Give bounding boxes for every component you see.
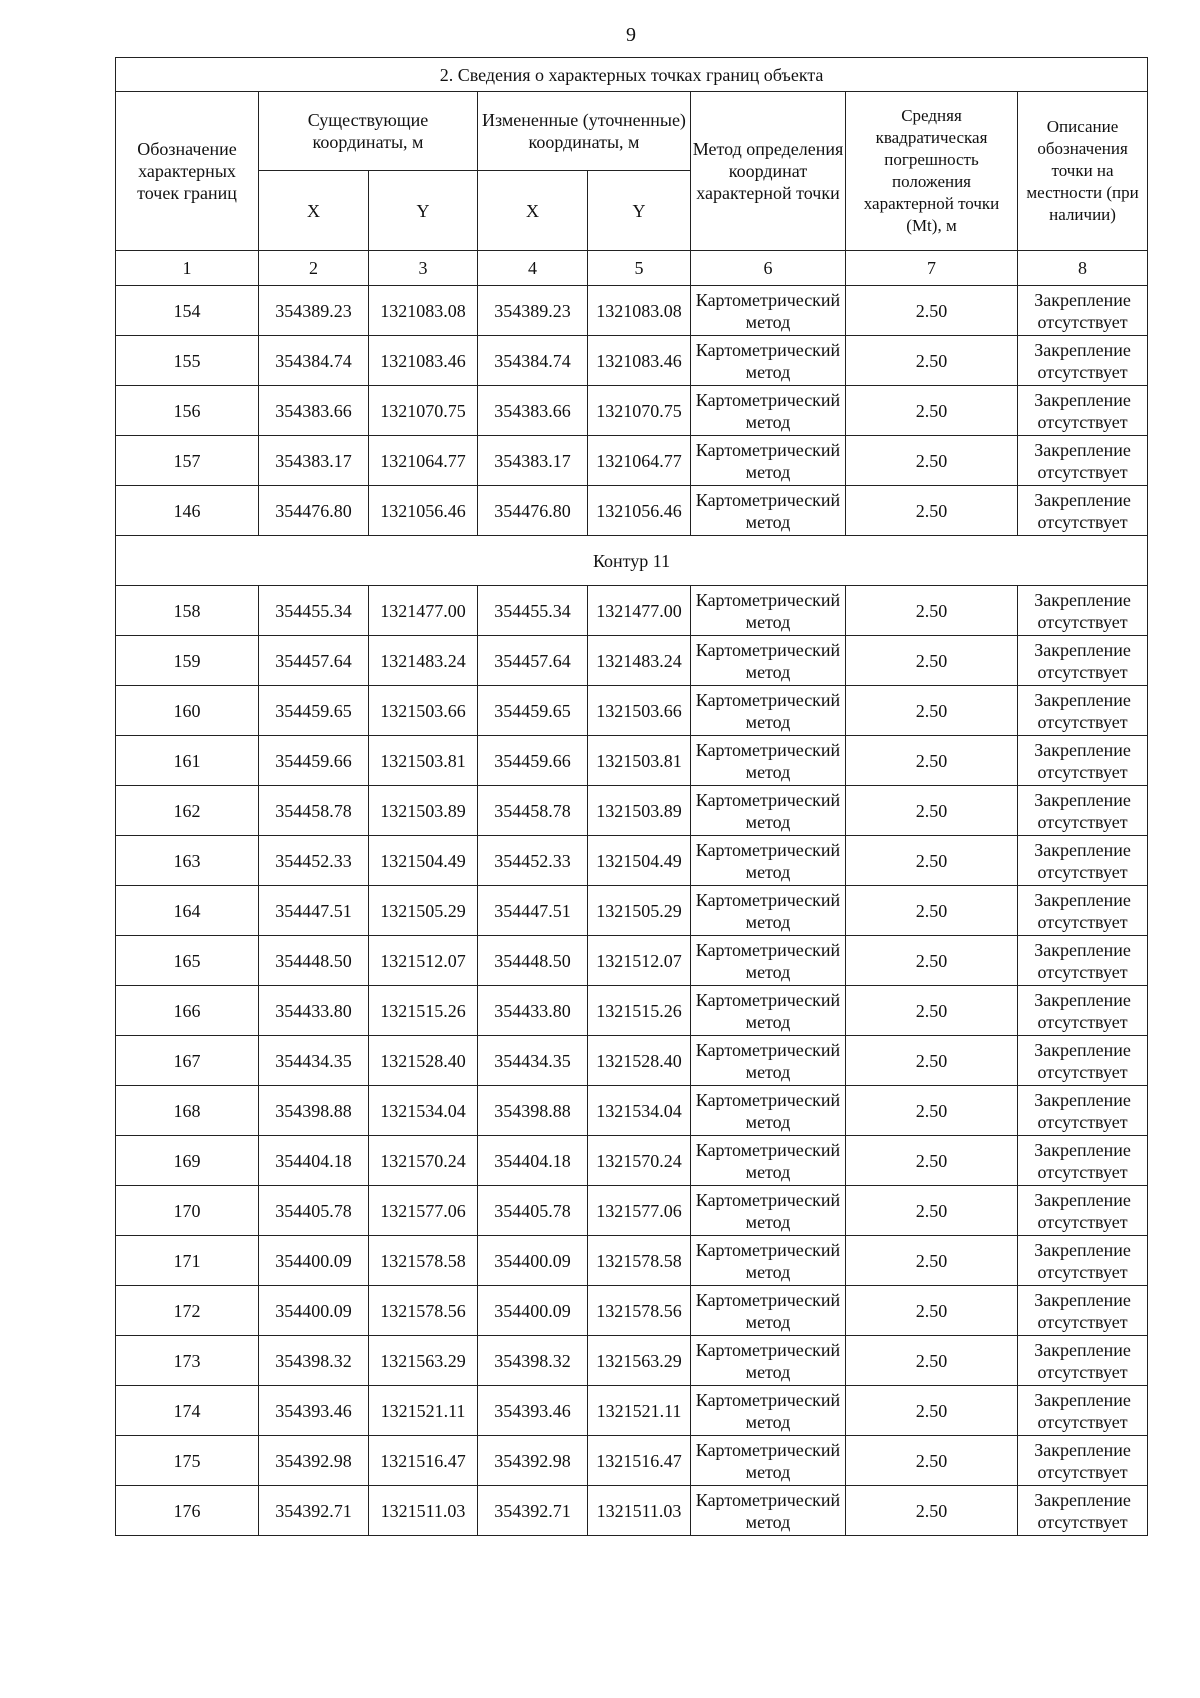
table-row: [116, 386, 1148, 436]
existing-y-cell: 1321528.40: [369, 1036, 478, 1086]
changed-y-cell: 1321505.29: [588, 886, 691, 936]
changed-y-cell: 1321512.07: [588, 936, 691, 986]
existing-x-cell: 354398.32: [259, 1336, 369, 1386]
table-row: [116, 286, 1148, 336]
method-cell: Картометрический метод: [691, 336, 846, 386]
existing-y-cell: 1321503.66: [369, 686, 478, 736]
contour-label: Контур 11: [116, 536, 1148, 586]
method-cell: Картометрический метод: [691, 1386, 846, 1436]
existing-y-cell: 1321563.29: [369, 1336, 478, 1386]
method-cell: Картометрический метод: [691, 436, 846, 486]
changed-y-cell: 1321064.77: [588, 436, 691, 486]
column-number: 6: [691, 251, 846, 286]
table-row: [116, 636, 1148, 686]
existing-y-cell: 1321521.11: [369, 1386, 478, 1436]
changed-y-cell: 1321578.58: [588, 1236, 691, 1286]
table-row: [116, 1286, 1148, 1336]
point-id-cell: 162: [116, 786, 259, 836]
table-row: [116, 836, 1148, 886]
mean-error-cell: 2.50: [846, 286, 1018, 336]
method-cell: Картометрический метод: [691, 486, 846, 536]
column-number: 5: [588, 251, 691, 286]
changed-y-cell: 1321516.47: [588, 1436, 691, 1486]
existing-y-cell: 1321512.07: [369, 936, 478, 986]
mean-error-cell: 2.50: [846, 386, 1018, 436]
existing-x-cell: 354457.64: [259, 636, 369, 686]
existing-y-cell: 1321503.89: [369, 786, 478, 836]
point-id-cell: 156: [116, 386, 259, 436]
point-id-cell: 173: [116, 1336, 259, 1386]
existing-x-cell: 354433.80: [259, 986, 369, 1036]
changed-y-cell: 1321570.24: [588, 1136, 691, 1186]
changed-y-cell: 1321534.04: [588, 1086, 691, 1136]
changed-x-cell: 354476.80: [478, 486, 588, 536]
mean-error-cell: 2.50: [846, 686, 1018, 736]
existing-y-cell: 1321577.06: [369, 1186, 478, 1236]
changed-y-cell: 1321503.66: [588, 686, 691, 736]
header-changed-coordinates: Измененные (уточненные) координаты, м: [478, 92, 691, 171]
point-id-cell: 157: [116, 436, 259, 486]
changed-x-cell: 354452.33: [478, 836, 588, 886]
table-row: [116, 1436, 1148, 1486]
mean-error-cell: 2.50: [846, 836, 1018, 886]
point-id-cell: 170: [116, 1186, 259, 1236]
changed-y-cell: 1321578.56: [588, 1286, 691, 1336]
changed-x-cell: 354384.74: [478, 336, 588, 386]
existing-x-cell: 354392.98: [259, 1436, 369, 1486]
changed-y-cell: 1321577.06: [588, 1186, 691, 1236]
existing-x-cell: 354383.66: [259, 386, 369, 436]
mean-error-cell: 2.50: [846, 636, 1018, 686]
mean-error-cell: 2.50: [846, 1036, 1018, 1086]
point-description-cell: Закрепление отсутствует: [1018, 1386, 1148, 1436]
table-row: [116, 786, 1148, 836]
changed-x-cell: 354400.09: [478, 1236, 588, 1286]
point-description-cell: Закрепление отсутствует: [1018, 336, 1148, 386]
changed-y-cell: 1321070.75: [588, 386, 691, 436]
point-id-cell: 146: [116, 486, 259, 536]
mean-error-cell: 2.50: [846, 1336, 1018, 1386]
point-description-cell: Закрепление отсутствует: [1018, 886, 1148, 936]
method-cell: Картометрический метод: [691, 636, 846, 686]
existing-y-cell: 1321483.24: [369, 636, 478, 686]
point-id-cell: 168: [116, 1086, 259, 1136]
table-title-row: [116, 58, 1148, 92]
header-description: Описание обозначения точки на местности (при наличии): [1018, 92, 1148, 251]
point-id-cell: 161: [116, 736, 259, 786]
mean-error-cell: 2.50: [846, 786, 1018, 836]
method-cell: Картометрический метод: [691, 386, 846, 436]
page-number: 9: [626, 24, 636, 46]
point-description-cell: Закрепление отсутствует: [1018, 786, 1148, 836]
point-id-cell: 166: [116, 986, 259, 1036]
table-row: [116, 586, 1148, 636]
changed-y-cell: 1321515.26: [588, 986, 691, 1036]
method-cell: Картометрический метод: [691, 886, 846, 936]
point-id-cell: 164: [116, 886, 259, 936]
changed-y-cell: 1321563.29: [588, 1336, 691, 1386]
changed-x-cell: 354383.66: [478, 386, 588, 436]
point-description-cell: Закрепление отсутствует: [1018, 1236, 1148, 1286]
existing-y-cell: 1321477.00: [369, 586, 478, 636]
existing-y-cell: 1321083.46: [369, 336, 478, 386]
changed-x-cell: 354447.51: [478, 886, 588, 936]
changed-y-cell: 1321503.89: [588, 786, 691, 836]
header-designation: Обозначение характерных точек границ: [116, 92, 259, 251]
column-number: 1: [116, 251, 259, 286]
table-row: [116, 686, 1148, 736]
table-row: [116, 486, 1148, 536]
point-description-cell: Закрепление отсутствует: [1018, 586, 1148, 636]
existing-x-cell: 354459.65: [259, 686, 369, 736]
point-id-cell: 171: [116, 1236, 259, 1286]
header-existing-x: X: [259, 171, 369, 251]
mean-error-cell: 2.50: [846, 436, 1018, 486]
point-description-cell: Закрепление отсутствует: [1018, 386, 1148, 436]
point-id-cell: 167: [116, 1036, 259, 1086]
existing-x-cell: 354384.74: [259, 336, 369, 386]
changed-x-cell: 354459.65: [478, 686, 588, 736]
mean-error-cell: 2.50: [846, 1486, 1018, 1536]
header-method: Метод определения координат характерной точки: [691, 92, 846, 251]
existing-x-cell: 354392.71: [259, 1486, 369, 1536]
changed-y-cell: 1321083.08: [588, 286, 691, 336]
table-row: [116, 1036, 1148, 1086]
changed-y-cell: 1321504.49: [588, 836, 691, 886]
changed-x-cell: 354434.35: [478, 1036, 588, 1086]
table-title: 2. Сведения о характерных точках границ объекта: [116, 58, 1148, 92]
contour-row: [116, 536, 1148, 586]
mean-error-cell: 2.50: [846, 736, 1018, 786]
method-cell: Картометрический метод: [691, 1286, 846, 1336]
existing-y-cell: 1321578.56: [369, 1286, 478, 1336]
point-id-cell: 155: [116, 336, 259, 386]
column-number-row: [116, 251, 1148, 286]
changed-x-cell: 354433.80: [478, 986, 588, 1036]
point-description-cell: Закрепление отсутствует: [1018, 1186, 1148, 1236]
method-cell: Картометрический метод: [691, 1486, 846, 1536]
method-cell: Картометрический метод: [691, 1186, 846, 1236]
table-row: [116, 936, 1148, 986]
point-id-cell: 158: [116, 586, 259, 636]
changed-x-cell: 354455.34: [478, 586, 588, 636]
point-description-cell: Закрепление отсутствует: [1018, 486, 1148, 536]
table-row: [116, 1336, 1148, 1386]
point-description-cell: Закрепление отсутствует: [1018, 286, 1148, 336]
changed-y-cell: 1321477.00: [588, 586, 691, 636]
existing-x-cell: 354434.35: [259, 1036, 369, 1086]
existing-x-cell: 354404.18: [259, 1136, 369, 1186]
table-row: [116, 1186, 1148, 1236]
point-description-cell: Закрепление отсутствует: [1018, 436, 1148, 486]
changed-x-cell: 354392.98: [478, 1436, 588, 1486]
existing-x-cell: 354383.17: [259, 436, 369, 486]
table-row: [116, 886, 1148, 936]
point-id-cell: 172: [116, 1286, 259, 1336]
changed-x-cell: 354389.23: [478, 286, 588, 336]
column-number: 4: [478, 251, 588, 286]
existing-y-cell: 1321503.81: [369, 736, 478, 786]
existing-y-cell: 1321505.29: [369, 886, 478, 936]
column-number: 8: [1018, 251, 1148, 286]
existing-y-cell: 1321070.75: [369, 386, 478, 436]
table-row: [116, 436, 1148, 486]
point-id-cell: 160: [116, 686, 259, 736]
point-description-cell: Закрепление отсутствует: [1018, 936, 1148, 986]
existing-y-cell: 1321516.47: [369, 1436, 478, 1486]
changed-x-cell: 354398.32: [478, 1336, 588, 1386]
point-description-cell: Закрепление отсутствует: [1018, 736, 1148, 786]
mean-error-cell: 2.50: [846, 1286, 1018, 1336]
existing-x-cell: 354389.23: [259, 286, 369, 336]
mean-error-cell: 2.50: [846, 586, 1018, 636]
column-number: 3: [369, 251, 478, 286]
existing-y-cell: 1321534.04: [369, 1086, 478, 1136]
column-number: 7: [846, 251, 1018, 286]
point-description-cell: Закрепление отсутствует: [1018, 1436, 1148, 1486]
method-cell: Картометрический метод: [691, 1036, 846, 1086]
changed-x-cell: 354398.88: [478, 1086, 588, 1136]
point-id-cell: 175: [116, 1436, 259, 1486]
method-cell: Картометрический метод: [691, 786, 846, 836]
mean-error-cell: 2.50: [846, 1236, 1018, 1286]
existing-x-cell: 354400.09: [259, 1286, 369, 1336]
point-description-cell: Закрепление отсутствует: [1018, 636, 1148, 686]
mean-error-cell: 2.50: [846, 1086, 1018, 1136]
existing-x-cell: 354476.80: [259, 486, 369, 536]
mean-error-cell: 2.50: [846, 1186, 1018, 1236]
changed-x-cell: 354458.78: [478, 786, 588, 836]
point-id-cell: 159: [116, 636, 259, 686]
method-cell: Картометрический метод: [691, 1436, 846, 1486]
changed-x-cell: 354448.50: [478, 936, 588, 986]
header-error: Средняя квадратическая погрешность положения характерной точки (Mt), м: [846, 92, 1018, 251]
changed-x-cell: 354405.78: [478, 1186, 588, 1236]
point-id-cell: 163: [116, 836, 259, 886]
existing-y-cell: 1321064.77: [369, 436, 478, 486]
point-id-cell: 165: [116, 936, 259, 986]
point-description-cell: Закрепление отсутствует: [1018, 1286, 1148, 1336]
header-row: [116, 92, 1148, 171]
mean-error-cell: 2.50: [846, 486, 1018, 536]
existing-x-cell: 354398.88: [259, 1086, 369, 1136]
point-description-cell: Закрепление отсутствует: [1018, 686, 1148, 736]
existing-x-cell: 354458.78: [259, 786, 369, 836]
point-description-cell: Закрепление отсутствует: [1018, 1136, 1148, 1186]
changed-x-cell: 354404.18: [478, 1136, 588, 1186]
mean-error-cell: 2.50: [846, 986, 1018, 1036]
point-description-cell: Закрепление отсутствует: [1018, 836, 1148, 886]
point-description-cell: Закрепление отсутствует: [1018, 986, 1148, 1036]
table-row: [116, 1486, 1148, 1536]
method-cell: Картометрический метод: [691, 286, 846, 336]
mean-error-cell: 2.50: [846, 1136, 1018, 1186]
header-existing-y: Y: [369, 171, 478, 251]
changed-y-cell: 1321503.81: [588, 736, 691, 786]
method-cell: Картометрический метод: [691, 986, 846, 1036]
point-id-cell: 154: [116, 286, 259, 336]
changed-y-cell: 1321511.03: [588, 1486, 691, 1536]
table-row: [116, 1136, 1148, 1186]
changed-x-cell: 354459.66: [478, 736, 588, 786]
point-description-cell: Закрепление отсутствует: [1018, 1036, 1148, 1086]
changed-x-cell: 354457.64: [478, 636, 588, 686]
existing-x-cell: 354459.66: [259, 736, 369, 786]
changed-y-cell: 1321483.24: [588, 636, 691, 686]
changed-x-cell: 354393.46: [478, 1386, 588, 1436]
table-row: [116, 986, 1148, 1036]
method-cell: Картометрический метод: [691, 686, 846, 736]
changed-y-cell: 1321056.46: [588, 486, 691, 536]
method-cell: Картометрический метод: [691, 586, 846, 636]
method-cell: Картометрический метод: [691, 1136, 846, 1186]
mean-error-cell: 2.50: [846, 936, 1018, 986]
table-row: [116, 1386, 1148, 1436]
point-description-cell: Закрепление отсутствует: [1018, 1486, 1148, 1536]
existing-y-cell: 1321578.58: [369, 1236, 478, 1286]
changed-y-cell: 1321083.46: [588, 336, 691, 386]
point-id-cell: 176: [116, 1486, 259, 1536]
header-existing-coordinates: Существующие координаты, м: [259, 92, 478, 171]
method-cell: Картометрический метод: [691, 1236, 846, 1286]
method-cell: Картометрический метод: [691, 1086, 846, 1136]
existing-x-cell: 354393.46: [259, 1386, 369, 1436]
table-row: [116, 1236, 1148, 1286]
point-description-cell: Закрепление отсутствует: [1018, 1086, 1148, 1136]
existing-x-cell: 354448.50: [259, 936, 369, 986]
changed-x-cell: 354392.71: [478, 1486, 588, 1536]
mean-error-cell: 2.50: [846, 886, 1018, 936]
method-cell: Картометрический метод: [691, 936, 846, 986]
table-row: [116, 736, 1148, 786]
table-row: [116, 336, 1148, 386]
existing-y-cell: 1321570.24: [369, 1136, 478, 1186]
existing-x-cell: 354452.33: [259, 836, 369, 886]
point-id-cell: 169: [116, 1136, 259, 1186]
column-number: 2: [259, 251, 369, 286]
changed-x-cell: 354383.17: [478, 436, 588, 486]
existing-y-cell: 1321083.08: [369, 286, 478, 336]
existing-x-cell: 354447.51: [259, 886, 369, 936]
mean-error-cell: 2.50: [846, 1436, 1018, 1486]
point-description-cell: Закрепление отсутствует: [1018, 1336, 1148, 1386]
mean-error-cell: 2.50: [846, 336, 1018, 386]
method-cell: Картометрический метод: [691, 836, 846, 886]
header-changed-y: Y: [588, 171, 691, 251]
changed-y-cell: 1321521.11: [588, 1386, 691, 1436]
mean-error-cell: 2.50: [846, 1386, 1018, 1436]
changed-x-cell: 354400.09: [478, 1286, 588, 1336]
point-id-cell: 174: [116, 1386, 259, 1436]
existing-y-cell: 1321511.03: [369, 1486, 478, 1536]
existing-y-cell: 1321515.26: [369, 986, 478, 1036]
existing-x-cell: 354455.34: [259, 586, 369, 636]
method-cell: Картометрический метод: [691, 1336, 846, 1386]
existing-y-cell: 1321056.46: [369, 486, 478, 536]
existing-x-cell: 354405.78: [259, 1186, 369, 1236]
changed-y-cell: 1321528.40: [588, 1036, 691, 1086]
existing-x-cell: 354400.09: [259, 1236, 369, 1286]
header-changed-x: X: [478, 171, 588, 251]
table-row: [116, 1086, 1148, 1136]
existing-y-cell: 1321504.49: [369, 836, 478, 886]
method-cell: Картометрический метод: [691, 736, 846, 786]
boundary-points-table: [115, 57, 1148, 1536]
